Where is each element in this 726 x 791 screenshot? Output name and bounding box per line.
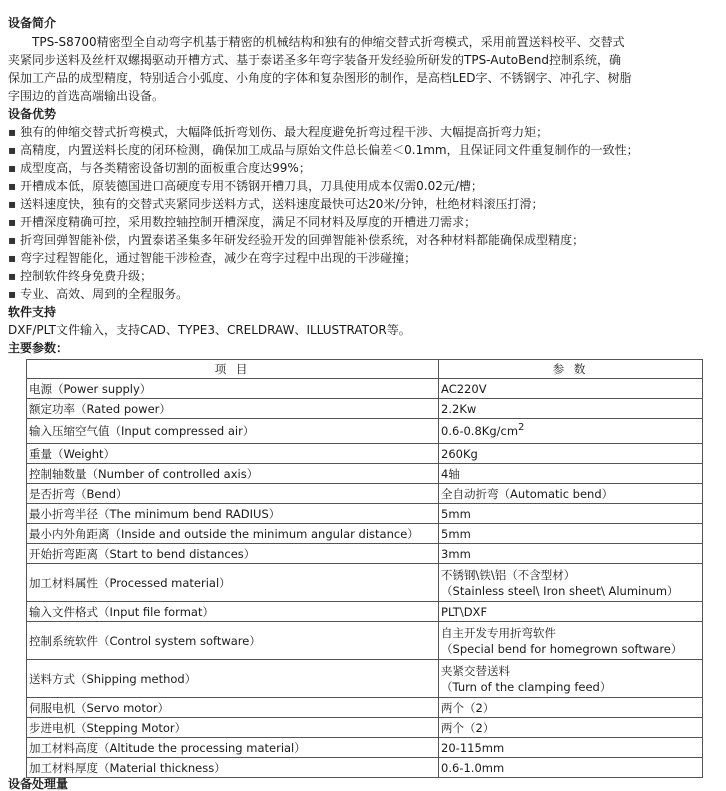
table-row	[27, 622, 703, 660]
table-row	[27, 504, 703, 524]
table-row	[27, 718, 703, 738]
row-value: 两个（2）	[439, 718, 703, 738]
table-row	[27, 444, 703, 464]
row-value-line-1: 不锈钢\铁\铝（不含型材）	[441, 567, 576, 582]
row-value: 260Kg	[439, 444, 703, 464]
row-item: 加工材料高度（Altitude the processing material）	[27, 738, 439, 758]
table-row	[27, 419, 703, 444]
table-row	[27, 524, 703, 544]
row-value: 2.2Kw	[439, 399, 703, 419]
advantage-item: ▪ 折弯回弹智能补偿，内置泰诺圣集多年研发经验开发的回弹智能补偿系统，对各种材料都能确保成型精度；	[8, 231, 718, 249]
table-row	[27, 758, 703, 778]
header-param: 参 数	[439, 360, 703, 379]
advantage-item: ▪ 独有的伸缩交替式折弯模式，大幅降低折弯划伤、最大程度避免折弯过程干涉、大幅提高折弯力矩；	[8, 123, 718, 141]
row-value-line-1: 夹紧交替送料	[441, 663, 511, 678]
row-value-line-2: （Stainless steel\ Iron sheet\ Aluminum）	[441, 583, 679, 598]
advantage-item: ▪ 专业、高效、周到的全程服务。	[8, 285, 718, 303]
software-support-line: DXF/PLT文件输入，支持CAD、TYPE3、CRELDRAW、ILLUSTRATOR等。	[8, 323, 411, 337]
row-value: AC220V	[439, 379, 703, 399]
software-title: 软件支持	[8, 305, 57, 319]
params-title: 主要参数：	[8, 341, 69, 355]
spec-table	[26, 359, 703, 778]
row-value: 两个（2）	[439, 698, 703, 718]
row-value-line-2: （Turn of the clamping feed）	[441, 679, 612, 694]
row-item: 控制系统软件（Control system software）	[27, 622, 439, 660]
row-value: 5mm	[439, 504, 703, 524]
row-value-superscript: 2	[518, 422, 525, 434]
table-row	[27, 464, 703, 484]
row-item: 电源（Power supply）	[27, 379, 439, 399]
intro-line-2: 夹紧同步送料及丝杆双螺揭驱动开槽方式、基于泰诺圣多年弯字装备开发经验所研发的TPS-AutoBend控制系统，确	[8, 53, 621, 67]
row-item: 最小折弯半径（The minimum bend RADIUS）	[27, 504, 439, 524]
table-row	[27, 660, 703, 698]
row-item: 额定功率（Rated power）	[27, 399, 439, 419]
row-value-text: 0.6-0.8Kg/cm	[441, 424, 519, 438]
advantage-item: ▪ 控制软件终身免费升级；	[8, 267, 718, 285]
intro-title: 设备简介	[8, 16, 57, 30]
row-value: 4轴	[439, 464, 703, 484]
row-value: PLT\DXF	[439, 602, 703, 622]
row-value-line-1: 自主开发专用折弯软件	[441, 625, 557, 640]
row-value: 5mm	[439, 524, 703, 544]
advantage-item: ▪ 弯字过程智能化，通过智能干涉检查，减少在弯字过程中出现的干涉碰撞；	[8, 249, 718, 267]
row-item: 送料方式（Shipping method）	[27, 660, 439, 698]
table-row	[27, 544, 703, 564]
table-row	[27, 698, 703, 718]
table-row	[27, 379, 703, 399]
row-value: 0.6-1.0mm	[439, 758, 703, 778]
row-value	[439, 419, 703, 444]
table-row	[27, 564, 703, 602]
table-row	[27, 399, 703, 419]
row-value: 20-115mm	[439, 738, 703, 758]
row-item: 伺服电机（Servo motor）	[27, 698, 439, 718]
row-value: 3mm	[439, 544, 703, 564]
intro-line-1: TPS-S8700精密型全自动弯字机基于精密的机械结构和独有的伸缩交替式折弯模式，采用前置送料校平、交替式	[32, 35, 625, 49]
row-item: 开始折弯距离（Start to bend distances）	[27, 544, 439, 564]
advantage-item: ▪ 开槽深度精确可控，采用数控轴控制开槽深度，满足不同材料及厚度的开槽进刀需求；	[8, 213, 718, 231]
advantage-item: ▪ 高精度，内置送料长度的闭环检测，确保加工成品与原始文件总长偏差＜0.1mm，且保证同文件重复制作的一致性；	[8, 141, 718, 159]
table-row	[27, 484, 703, 504]
advantage-item: ▪ 开槽成本低，原装德国进口高硬度专用不锈钢开槽刀具，刀具使用成本仅需0.02元/槽；	[8, 177, 718, 195]
row-value	[439, 660, 703, 698]
row-item: 输入文件格式（Input file format）	[27, 602, 439, 622]
row-value: 全自动折弯（Automatic bend）	[439, 484, 703, 504]
row-item: 输入压缩空气值（Input compressed air）	[27, 419, 439, 444]
table-row	[27, 738, 703, 758]
table-row	[27, 602, 703, 622]
row-value	[439, 564, 703, 602]
cut-off-footer-text: 设备处理量	[8, 777, 69, 791]
intro-line-3: 保加工产品的成型精度，特别适合小弧度、小角度的字体和复杂图形的制作，是高档LED字、不锈钢字、冲孔字、树脂	[8, 71, 632, 85]
row-item: 是否折弯（Bend）	[27, 484, 439, 504]
row-value-line-2: （Special bend for homegrown software）	[441, 641, 683, 656]
row-item: 重量（Weight）	[27, 444, 439, 464]
row-item: 加工材料属性（Processed material）	[27, 564, 439, 602]
row-item: 控制轴数量（Number of controlled axis）	[27, 464, 439, 484]
row-item: 加工材料厚度（Material thickness）	[27, 758, 439, 778]
advantages-title: 设备优势	[8, 107, 57, 121]
advantage-item: ▪ 成型度高，与各类精密设备切割的面板重合度达99%；	[8, 159, 718, 177]
header-item: 项 目	[27, 360, 439, 379]
row-item: 步进电机（Stepping Motor）	[27, 718, 439, 738]
row-item: 最小内外角距离（Inside and outside the minimum angular distance）	[27, 524, 439, 544]
advantage-item: ▪ 送料速度快，独有的交替式夹紧同步送料方式，送料速度最快可达20米/分钟，杜绝材料滚压打滑；	[8, 195, 718, 213]
spec-header-row	[27, 360, 703, 379]
intro-line-4: 字围边的首选高端输出设备。	[8, 89, 165, 103]
row-value	[439, 622, 703, 660]
